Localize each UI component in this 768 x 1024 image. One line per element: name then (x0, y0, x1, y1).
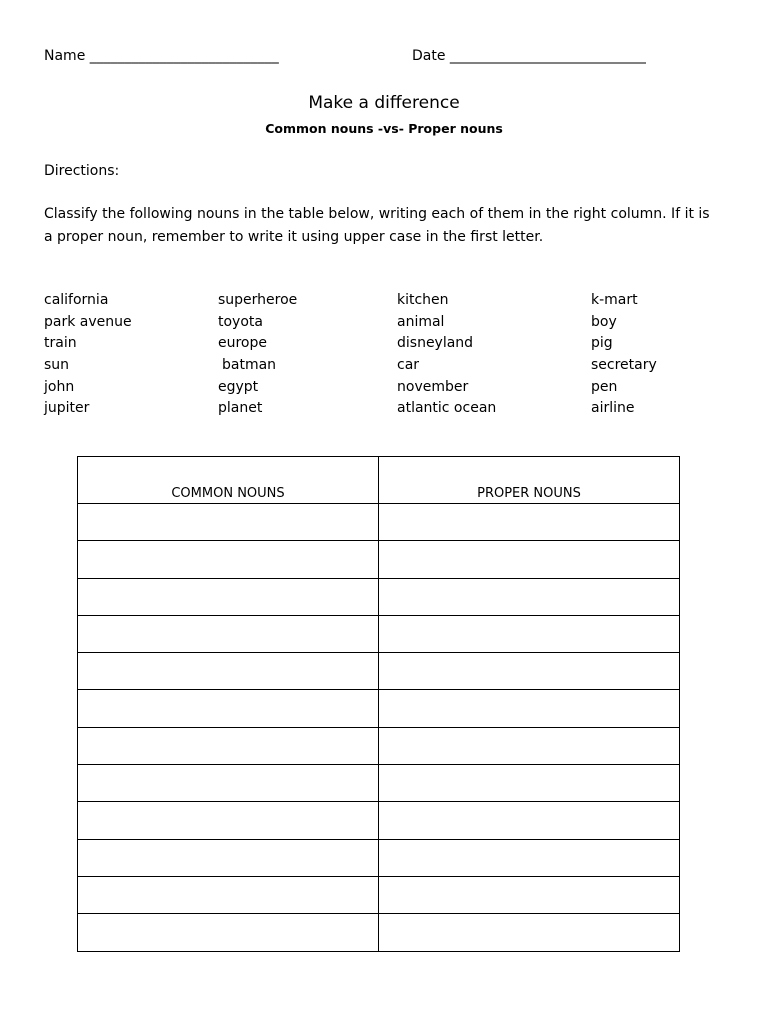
date-label: Date (412, 48, 446, 64)
word-item: planet (218, 400, 263, 417)
instructions-line-2: a proper noun, remember to write it using upper case in the first letter. (44, 229, 544, 245)
table-row (78, 914, 680, 951)
word-item: disneyland (397, 335, 474, 352)
name-field (44, 48, 279, 64)
table-row (78, 802, 680, 839)
page-title: Make a difference (308, 93, 460, 113)
table-row (78, 615, 680, 652)
table-body (78, 504, 680, 952)
word-item: jupiter (44, 400, 90, 417)
page-subtitle: Common nouns -vs- Proper nouns (265, 121, 503, 136)
common-noun-cell[interactable] (78, 727, 379, 764)
instructions-line-1: Classify the following nouns in the table below, writing each of them in the right column. If it is (44, 206, 710, 222)
word-item: sun (44, 357, 70, 374)
table-row (78, 690, 680, 727)
word-item: park avenue (44, 313, 132, 330)
common-noun-cell[interactable] (78, 876, 379, 913)
word-item: november (397, 378, 469, 395)
proper-noun-cell[interactable] (379, 727, 680, 764)
table-row (78, 765, 680, 802)
common-noun-cell[interactable] (78, 615, 379, 652)
table-row (78, 727, 680, 764)
date-field (412, 48, 646, 64)
common-noun-cell[interactable] (78, 578, 379, 615)
proper-noun-cell[interactable] (379, 914, 680, 951)
common-noun-cell[interactable] (78, 839, 379, 876)
common-noun-cell[interactable] (78, 914, 379, 951)
word-item: superheroe (218, 292, 298, 308)
word-item: train (44, 335, 77, 352)
common-noun-cell[interactable] (78, 504, 379, 541)
word-item: pig (591, 335, 613, 352)
name-label: Name (44, 48, 86, 64)
proper-noun-cell[interactable] (379, 504, 680, 541)
proper-noun-cell[interactable] (379, 802, 680, 839)
word-item: kitchen (397, 292, 449, 308)
word-item: boy (591, 313, 617, 330)
proper-noun-cell[interactable] (379, 615, 680, 652)
proper-noun-cell[interactable] (379, 541, 680, 578)
proper-nouns-header: PROPER NOUNS (379, 457, 680, 504)
table-header-row (78, 457, 680, 504)
word-item: europe (218, 335, 267, 352)
word-column-4 (591, 290, 657, 420)
word-item: pen (591, 378, 618, 395)
word-item: john (44, 378, 75, 395)
word-column-1 (44, 290, 132, 420)
table-row (78, 504, 680, 541)
proper-noun-cell[interactable] (379, 690, 680, 727)
word-item: egypt (218, 378, 259, 395)
word-item: animal (397, 313, 445, 330)
word-item: california (44, 292, 109, 308)
common-noun-cell[interactable] (78, 653, 379, 690)
table-row (78, 541, 680, 578)
proper-noun-cell[interactable] (379, 653, 680, 690)
directions-label: Directions: (44, 163, 120, 179)
word-item: toyota (218, 313, 263, 330)
name-line: ___________________________ (89, 48, 279, 64)
word-item: airline (591, 400, 635, 417)
common-noun-cell[interactable] (78, 541, 379, 578)
common-noun-cell[interactable] (78, 802, 379, 839)
common-noun-cell[interactable] (78, 765, 379, 802)
date-line: ____________________________ (449, 48, 646, 64)
proper-noun-cell[interactable] (379, 578, 680, 615)
table-row (78, 876, 680, 913)
word-item: batman (222, 357, 277, 374)
word-column-2 (218, 290, 297, 420)
proper-noun-cell[interactable] (379, 839, 680, 876)
word-item: k-mart (591, 292, 638, 308)
word-item: secretary (591, 357, 657, 374)
common-noun-cell[interactable] (78, 690, 379, 727)
word-item: car (397, 357, 420, 374)
proper-noun-cell[interactable] (379, 876, 680, 913)
word-item: atlantic ocean (397, 400, 497, 417)
noun-sorting-table (77, 456, 680, 952)
table-row (78, 578, 680, 615)
table-row (78, 653, 680, 690)
table-row (78, 839, 680, 876)
word-column-3 (397, 290, 496, 420)
proper-noun-cell[interactable] (379, 765, 680, 802)
common-nouns-header: COMMON NOUNS (78, 457, 379, 504)
